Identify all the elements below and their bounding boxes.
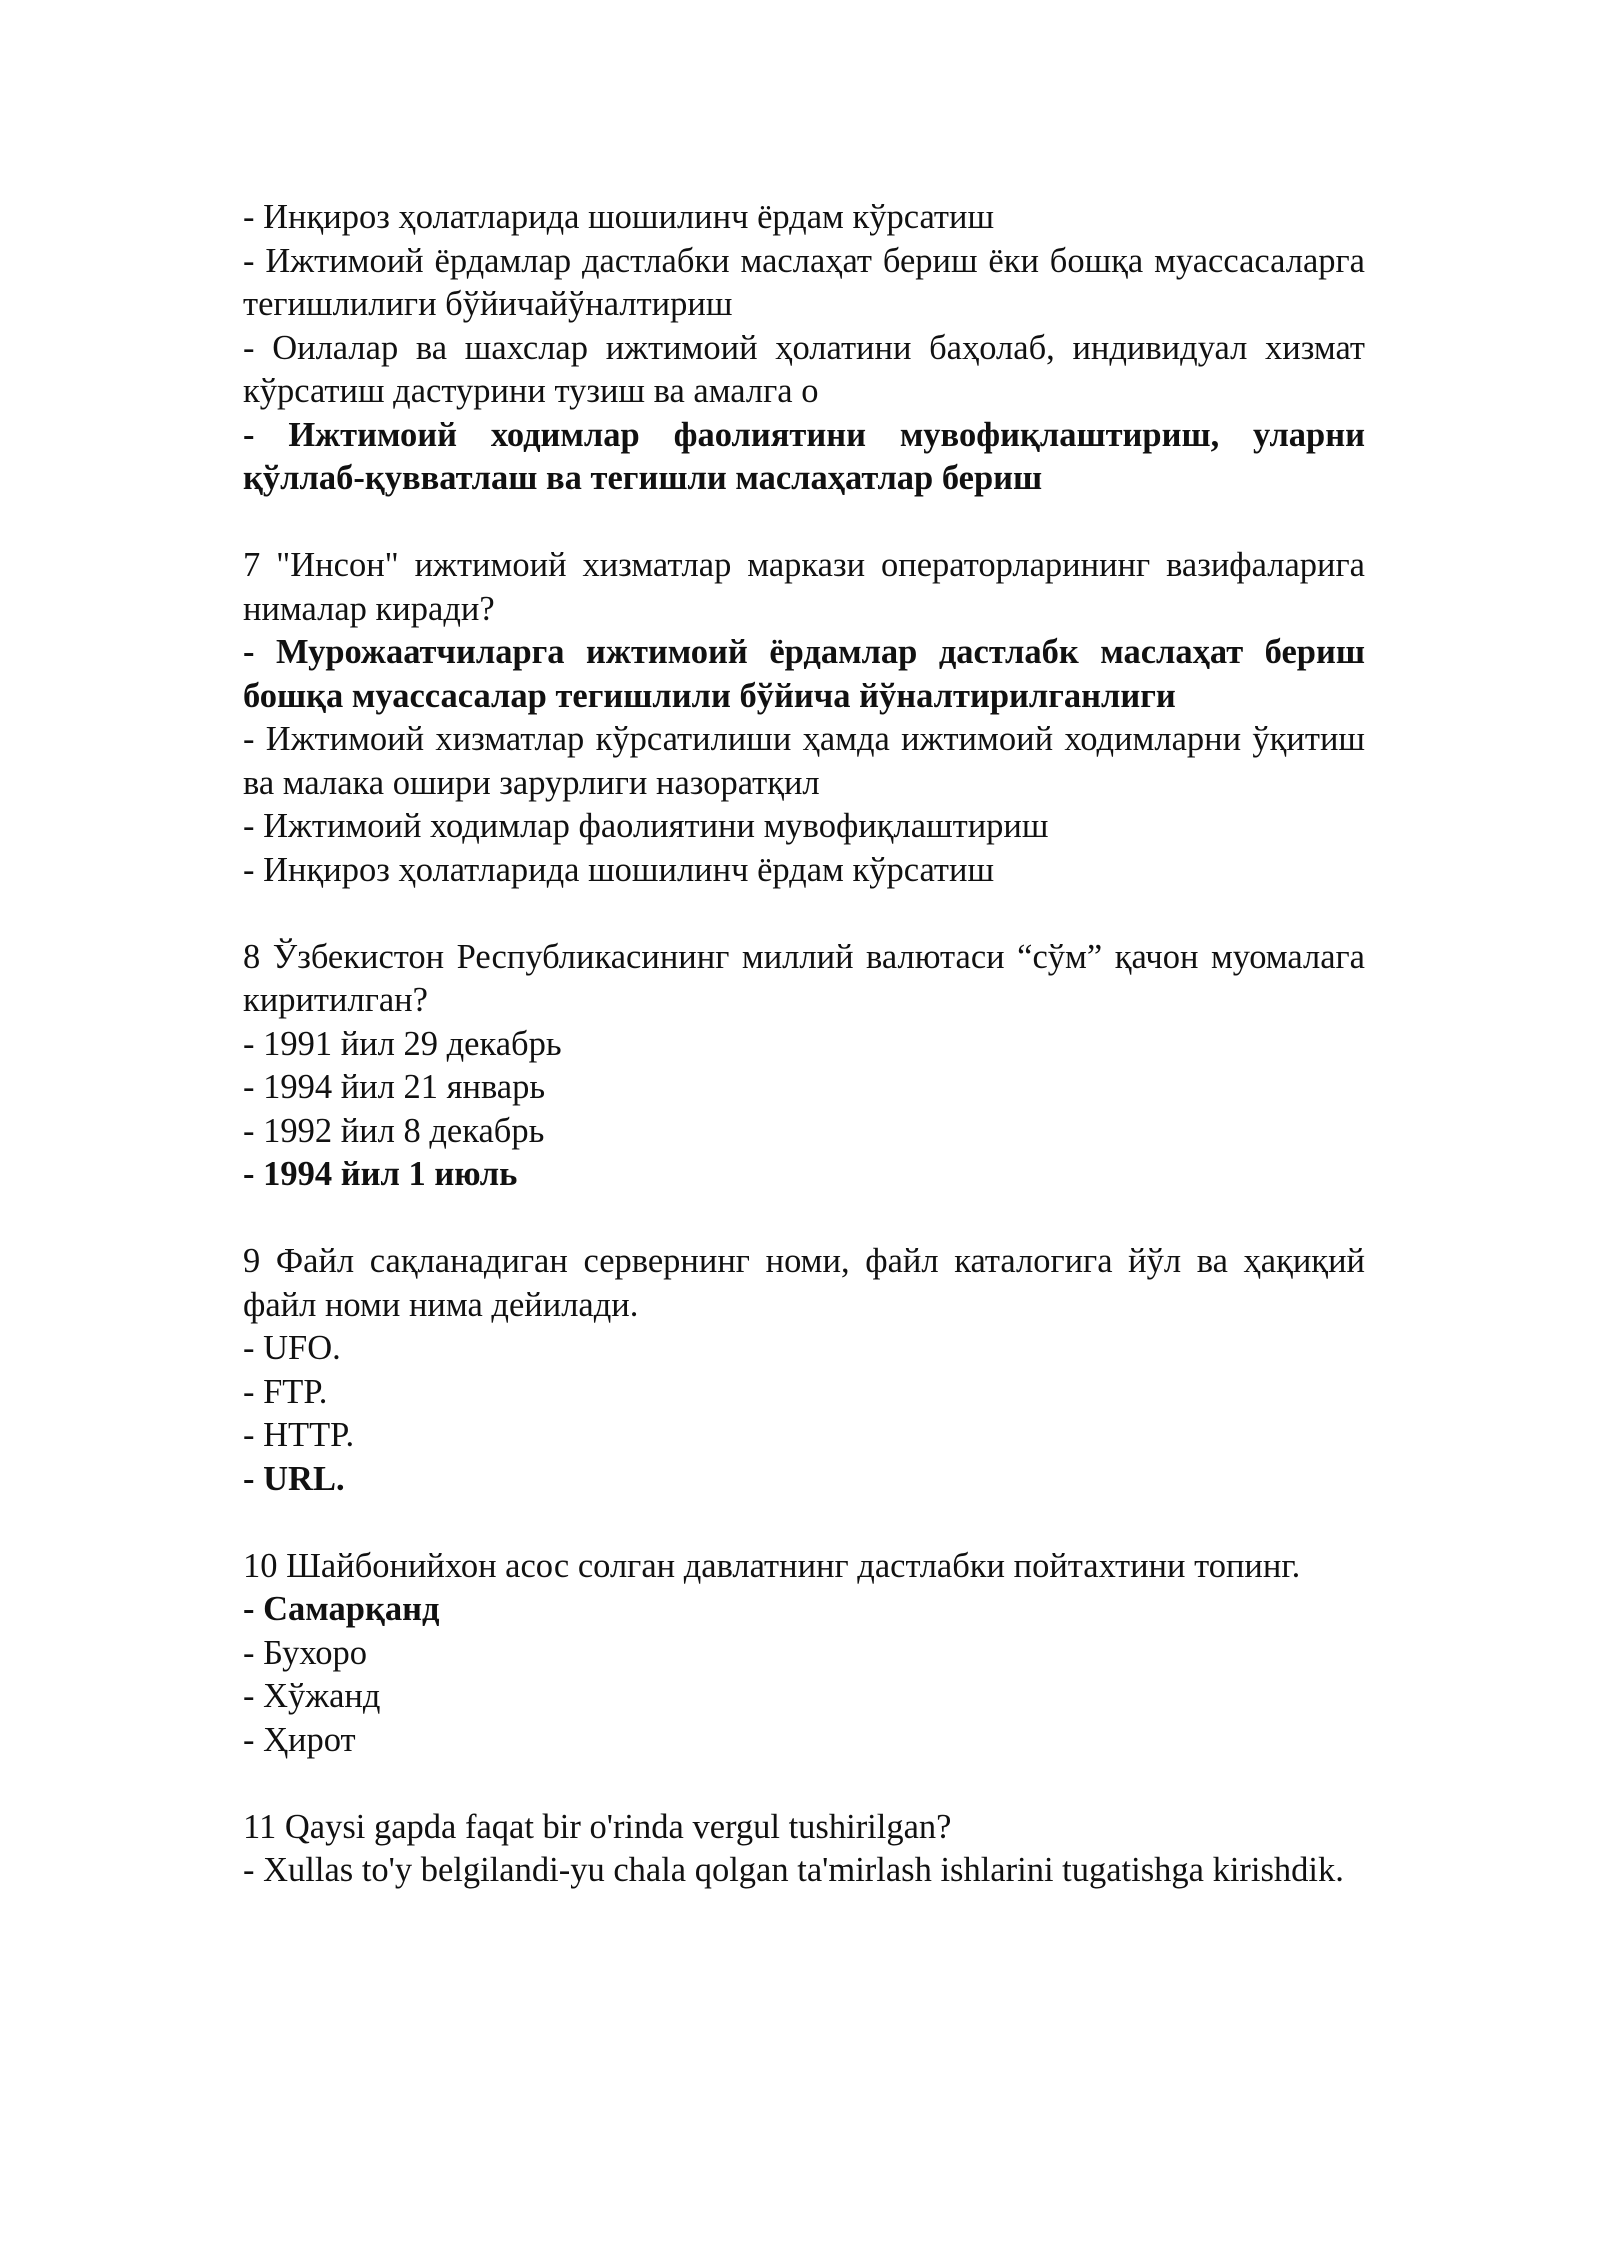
question-text: 11 Qaysi gapda faqat bir o'rinda vergul tushirilgan? bbox=[243, 1807, 952, 1846]
answer-option: - Бухоро bbox=[243, 1633, 368, 1672]
question-9 bbox=[243, 1240, 1365, 1501]
question-10 bbox=[243, 1545, 1365, 1763]
answer-option: - 1991 йил 29 декабрь bbox=[243, 1024, 562, 1063]
answer-option: - Ҳирот bbox=[243, 1720, 356, 1759]
answer-option: - Оилалар ва шахслар ижтимоий ҳолатини баҳолаб, индивидуал хизмат кўрсатиш дастурини тузиш ва амалга о bbox=[243, 328, 1365, 410]
answer-option: - Ижтимоий хизматлар кўрсатилиши ҳамда ижтимоий ходимларни ўқитиш ва малака ошири зарурлиги назоратқил bbox=[243, 720, 1365, 802]
question-8 bbox=[243, 936, 1365, 1197]
correct-answer-option: - Мурожаатчиларга ижтимоий ёрдамлар дастлабк маслаҳат бериш бошқа муассасалар тегишлили бўйича йўналтирилганлиги bbox=[243, 633, 1365, 715]
answer-option: - FTP. bbox=[243, 1372, 328, 1411]
question-11 bbox=[243, 1806, 1365, 1893]
paragraph-gap bbox=[243, 501, 1365, 545]
question-7 bbox=[243, 544, 1365, 892]
correct-answer-option: - 1994 йил 1 июль bbox=[243, 1155, 518, 1193]
answer-option: - Хўжанд bbox=[243, 1677, 381, 1715]
question-text: 7 "Инсон" ижтимоий хизматлар маркази операторларининг вазифаларига нималар киради? bbox=[243, 546, 1365, 628]
question-text: 10 Шайбонийхон асос солган давлатнинг дастлабки пойтахтини топинг. bbox=[243, 1546, 1301, 1585]
paragraph-gap bbox=[243, 1197, 1365, 1241]
question-text: 9 Файл сақланадиган сервернинг номи, файл каталогига йўл ва ҳақиқий файл номи нима дейилади. bbox=[243, 1242, 1365, 1324]
answer-option: - 1992 йил 8 декабрь bbox=[243, 1111, 545, 1150]
correct-answer-option: - URL. bbox=[243, 1459, 345, 1498]
correct-answer-option: - Ижтимоий ходимлар фаолиятини мувофиқлаштириш, уларни қўллаб-қувватлаш ва тегишли маслаҳатлар бериш bbox=[243, 415, 1365, 497]
answer-option: - Ижтимоий ходимлар фаолиятини мувофиқлаштириш bbox=[243, 807, 1049, 845]
answer-option: - Xullas to'y belgilandi-yu chala qolgan ta'mirlash ishlarini tugatishga kirishdik. bbox=[243, 1851, 1344, 1889]
question-text: 8 Ўзбекистон Республикасининг миллий валютаси “сўм” қачон муомалага киритилган? bbox=[243, 937, 1365, 1019]
previous-question-options bbox=[243, 196, 1365, 501]
paragraph-gap bbox=[243, 1501, 1365, 1545]
answer-option: - Инқироз ҳолатларида шошилинч ёрдам кўрсатиш bbox=[243, 850, 995, 889]
answer-option: - 1994 йил 21 январь bbox=[243, 1068, 546, 1106]
paragraph-gap bbox=[243, 1762, 1365, 1806]
answer-option: - UFO. bbox=[243, 1329, 341, 1367]
document-page bbox=[243, 196, 1365, 1893]
paragraph-gap bbox=[243, 892, 1365, 936]
answer-option: - HTTP. bbox=[243, 1416, 355, 1454]
correct-answer-option: - Самарқанд bbox=[243, 1590, 440, 1628]
answer-option: - Инқироз ҳолатларида шошилинч ёрдам кўрсатиш bbox=[243, 198, 995, 236]
answer-option: - Ижтимоий ёрдамлар дастлабки маслаҳат бериш ёки бошқа муассасаларга тегишлилиги бўйичайўналтириш bbox=[243, 241, 1365, 323]
